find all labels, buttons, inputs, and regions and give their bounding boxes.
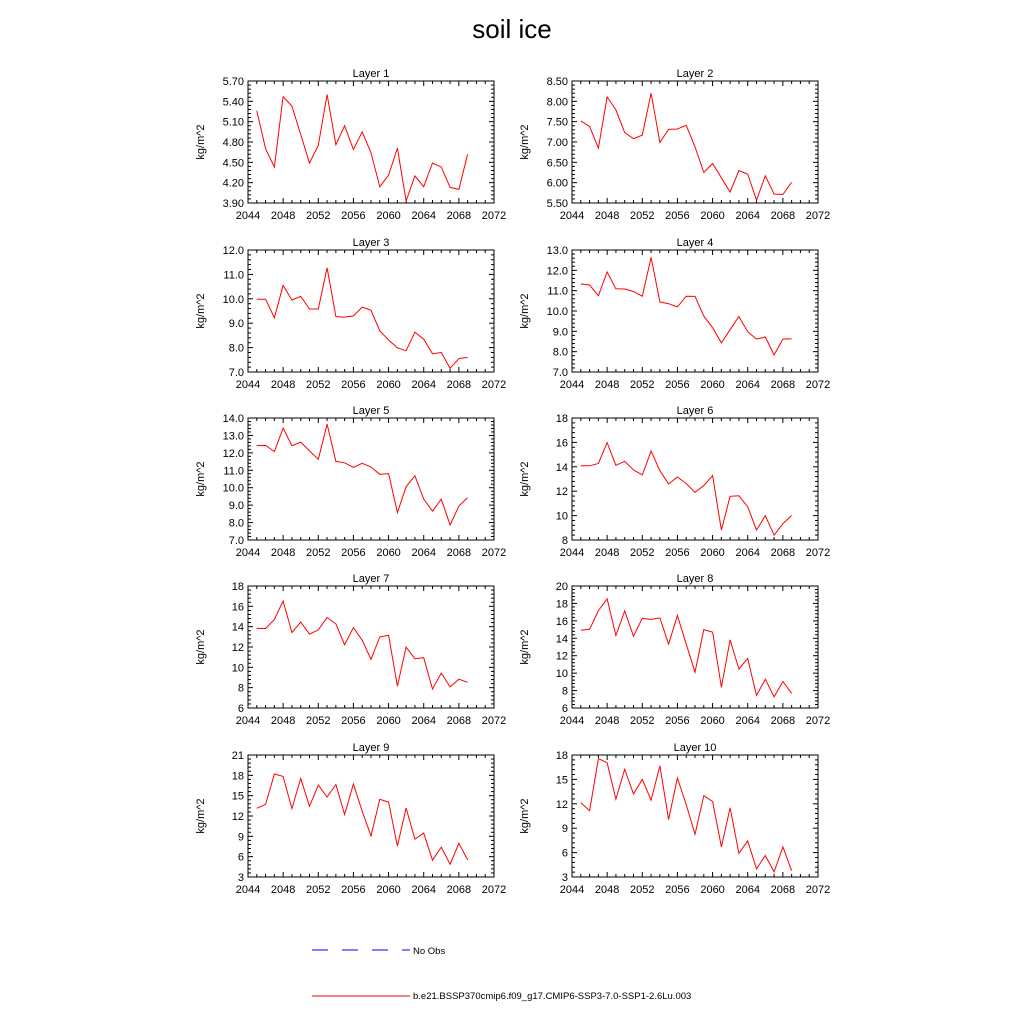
panel-2-title: Layer 2 bbox=[676, 68, 714, 80]
panel-2-xtick-label: 2056 bbox=[665, 210, 690, 222]
panel-3-ytick-label: 12.0 bbox=[222, 245, 244, 257]
panel-1-xtick-label: 2068 bbox=[446, 210, 472, 222]
panel-5-ylabel: kg/m^2 bbox=[195, 461, 207, 497]
panel-9-title: Layer 9 bbox=[352, 742, 390, 754]
panel-1-series-line bbox=[257, 95, 468, 201]
panel-6-ytick-label: 16 bbox=[555, 437, 568, 450]
panel-9-ytick-label: 3 bbox=[237, 872, 244, 884]
panel-4-xtick-label: 2060 bbox=[700, 379, 725, 391]
panel-10-xtick-label: 2068 bbox=[770, 884, 796, 896]
panel-9 bbox=[195, 742, 506, 896]
panel-3-xtick-label: 2068 bbox=[446, 379, 472, 391]
panel-4-ytick-label: 12.0 bbox=[546, 265, 568, 278]
figure-title: soil ice bbox=[472, 14, 552, 44]
panel-8-xtick-label: 2048 bbox=[594, 715, 620, 727]
panel-2 bbox=[519, 68, 830, 222]
panel-6-title: Layer 6 bbox=[676, 405, 714, 417]
panel-4-xtick-label: 2064 bbox=[735, 379, 760, 391]
panel-2-ytick-label: 5.50 bbox=[546, 198, 568, 210]
panel-7-xtick-label: 2064 bbox=[411, 715, 436, 727]
panel-9-xtick-label: 2060 bbox=[376, 884, 401, 896]
panel-10-ytick-label: 3 bbox=[561, 872, 568, 884]
panel-7-xtick-label: 2052 bbox=[306, 715, 331, 727]
panel-5-ytick-label: 12.0 bbox=[222, 447, 244, 460]
panel-10-xtick-label: 2052 bbox=[630, 884, 655, 896]
panel-8-xtick-label: 2064 bbox=[735, 715, 760, 727]
panel-10-xtick-label: 2072 bbox=[805, 884, 831, 896]
panel-3-xtick-label: 2064 bbox=[411, 379, 436, 391]
panel-4-xtick-label: 2068 bbox=[770, 379, 796, 391]
panel-5 bbox=[195, 405, 506, 559]
panel-2-xtick-label: 2072 bbox=[805, 210, 831, 222]
panel-2-ytick-label: 7.50 bbox=[546, 116, 568, 129]
panel-2-ytick-label: 7.00 bbox=[546, 137, 568, 149]
legend-obs-label: No Obs bbox=[413, 946, 446, 957]
panel-7 bbox=[195, 573, 506, 727]
panel-7-xtick-label: 2060 bbox=[376, 715, 401, 727]
panel-2-xtick-label: 2068 bbox=[770, 210, 796, 222]
panel-5-ytick-label: 13.0 bbox=[222, 430, 244, 443]
panel-4-xtick-label: 2048 bbox=[594, 379, 620, 391]
panel-4-xtick-label: 2052 bbox=[630, 379, 655, 391]
panel-1-ytick-label: 4.20 bbox=[222, 177, 244, 190]
panel-8-ytick-label: 20 bbox=[555, 581, 568, 593]
panel-7-xtick-label: 2072 bbox=[481, 715, 507, 727]
panel-4-ytick-label: 10.0 bbox=[546, 306, 568, 318]
panel-2-xtick-label: 2060 bbox=[700, 210, 725, 222]
panel-1-xtick-label: 2044 bbox=[235, 210, 261, 222]
panel-6-xtick-label: 2072 bbox=[805, 547, 831, 559]
panel-7-ylabel: kg/m^2 bbox=[195, 629, 207, 665]
panel-1-ytick-label: 3.90 bbox=[222, 198, 244, 210]
panel-3-xtick-label: 2048 bbox=[270, 379, 296, 391]
panel-3-xtick-label: 2044 bbox=[235, 379, 261, 391]
panel-10-ytick-label: 18 bbox=[555, 750, 568, 762]
panel-3-xtick-label: 2072 bbox=[481, 379, 507, 391]
panel-1-xtick-label: 2052 bbox=[306, 210, 331, 222]
panel-1-xtick-label: 2048 bbox=[270, 210, 296, 222]
panel-3-xtick-label: 2056 bbox=[341, 379, 366, 391]
panel-8-ytick-label: 18 bbox=[555, 598, 568, 611]
panel-7-ytick-label: 8 bbox=[237, 682, 244, 695]
panel-10 bbox=[519, 742, 830, 896]
panel-7-xtick-label: 2044 bbox=[235, 715, 261, 727]
panel-6-ytick-label: 12 bbox=[555, 486, 568, 499]
panel-5-xtick-label: 2044 bbox=[235, 547, 261, 559]
panel-1 bbox=[195, 68, 506, 222]
panel-9-series-line bbox=[257, 774, 468, 864]
panel-10-xtick-label: 2044 bbox=[559, 884, 585, 896]
panel-8-ytick-label: 16 bbox=[555, 615, 568, 628]
panel-8-ytick-label: 14 bbox=[555, 633, 568, 646]
panel-6-ylabel: kg/m^2 bbox=[519, 461, 531, 497]
legend bbox=[312, 946, 691, 1002]
panel-9-ytick-label: 15 bbox=[231, 790, 244, 803]
panel-7-ytick-label: 14 bbox=[231, 621, 244, 634]
panel-8-title: Layer 8 bbox=[676, 573, 714, 585]
panel-9-xtick-label: 2052 bbox=[306, 884, 331, 896]
panel-9-xtick-label: 2064 bbox=[411, 884, 436, 896]
panel-8-ytick-label: 6 bbox=[561, 703, 568, 715]
panel-5-ytick-label: 9.0 bbox=[228, 500, 244, 513]
panel-2-ytick-label: 8.50 bbox=[546, 76, 568, 88]
panel-4-ytick-label: 8.0 bbox=[552, 346, 568, 359]
panel-9-xtick-label: 2056 bbox=[341, 884, 366, 896]
panel-8-xtick-label: 2052 bbox=[630, 715, 655, 727]
panel-10-ytick-label: 15 bbox=[555, 774, 568, 787]
panel-7-series-line bbox=[257, 601, 468, 689]
panel-2-ylabel: kg/m^2 bbox=[519, 124, 531, 160]
panel-4-ytick-label: 9.0 bbox=[552, 326, 568, 339]
panel-6-ytick-label: 10 bbox=[555, 510, 568, 523]
panel-1-frame bbox=[248, 81, 494, 203]
panel-5-xtick-label: 2052 bbox=[306, 547, 331, 559]
panel-8-xtick-label: 2044 bbox=[559, 715, 585, 727]
panel-9-ytick-label: 6 bbox=[237, 851, 244, 864]
panel-5-frame bbox=[248, 418, 494, 540]
panel-group bbox=[195, 68, 830, 896]
panel-10-xtick-label: 2056 bbox=[665, 884, 690, 896]
panel-4-frame bbox=[572, 250, 818, 372]
panel-7-xtick-label: 2056 bbox=[341, 715, 366, 727]
panel-9-ylabel: kg/m^2 bbox=[195, 798, 207, 834]
panel-1-xtick-label: 2072 bbox=[481, 210, 507, 222]
panel-8-xtick-label: 2068 bbox=[770, 715, 796, 727]
panel-10-xtick-label: 2060 bbox=[700, 884, 725, 896]
panel-9-xtick-label: 2048 bbox=[270, 884, 296, 896]
panel-7-xtick-label: 2048 bbox=[270, 715, 296, 727]
panel-8-ytick-label: 8 bbox=[561, 685, 568, 698]
panel-5-xtick-label: 2072 bbox=[481, 547, 507, 559]
panel-7-ytick-label: 16 bbox=[231, 601, 244, 614]
panel-8-series-line bbox=[581, 599, 792, 697]
panel-7-frame bbox=[248, 586, 494, 708]
panel-4-series-line bbox=[581, 257, 792, 355]
panel-3-series-line bbox=[257, 268, 468, 369]
panel-2-ytick-label: 6.50 bbox=[546, 157, 568, 170]
panel-2-xtick-label: 2048 bbox=[594, 210, 620, 222]
panel-5-xtick-label: 2068 bbox=[446, 547, 472, 559]
panel-4-xtick-label: 2072 bbox=[805, 379, 831, 391]
panel-8-xtick-label: 2072 bbox=[805, 715, 831, 727]
panel-1-ytick-label: 5.40 bbox=[222, 96, 244, 109]
panel-6 bbox=[519, 405, 830, 559]
panel-10-frame bbox=[572, 755, 818, 877]
panel-10-xtick-label: 2048 bbox=[594, 884, 620, 896]
panel-1-ytick-label: 5.10 bbox=[222, 116, 244, 129]
panel-1-xtick-label: 2064 bbox=[411, 210, 436, 222]
panel-8-xtick-label: 2056 bbox=[665, 715, 690, 727]
panel-5-ytick-label: 11.0 bbox=[223, 465, 244, 478]
panel-7-ytick-label: 18 bbox=[231, 581, 244, 593]
panel-6-ytick-label: 8 bbox=[561, 535, 568, 547]
panel-6-xtick-label: 2056 bbox=[665, 547, 690, 559]
panel-7-title: Layer 7 bbox=[352, 573, 390, 585]
panel-5-ytick-label: 7.0 bbox=[228, 535, 244, 547]
panel-1-ytick-label: 4.50 bbox=[222, 157, 244, 170]
panel-3-ytick-label: 9.0 bbox=[228, 318, 244, 331]
panel-1-ytick-label: 5.70 bbox=[222, 76, 244, 88]
panel-8 bbox=[519, 573, 830, 727]
panel-4-ylabel: kg/m^2 bbox=[519, 293, 531, 329]
panel-3-ytick-label: 8.0 bbox=[228, 342, 244, 355]
panel-7-ytick-label: 12 bbox=[231, 642, 244, 654]
panel-9-xtick-label: 2044 bbox=[235, 884, 261, 896]
panel-3-xtick-label: 2060 bbox=[376, 379, 401, 391]
panel-8-xtick-label: 2060 bbox=[700, 715, 725, 727]
panel-6-xtick-label: 2052 bbox=[630, 547, 655, 559]
panel-1-title: Layer 1 bbox=[352, 68, 390, 80]
panel-3-title: Layer 3 bbox=[352, 237, 390, 249]
panel-5-xtick-label: 2048 bbox=[270, 547, 296, 559]
panel-5-title: Layer 5 bbox=[352, 405, 390, 417]
panel-8-ytick-label: 12 bbox=[555, 650, 568, 663]
panel-10-xtick-label: 2064 bbox=[735, 884, 760, 896]
panel-7-ytick-label: 6 bbox=[237, 703, 244, 715]
panel-10-ytick-label: 9 bbox=[561, 823, 568, 836]
panel-5-xtick-label: 2064 bbox=[411, 547, 436, 559]
panel-3-ytick-label: 7.0 bbox=[228, 367, 244, 379]
panel-1-xtick-label: 2060 bbox=[376, 210, 401, 222]
panel-2-series-line bbox=[581, 93, 792, 200]
panel-2-ytick-label: 8.00 bbox=[546, 96, 568, 109]
panel-2-xtick-label: 2064 bbox=[735, 210, 760, 222]
panel-3-ylabel: kg/m^2 bbox=[195, 293, 207, 329]
panel-10-series-line bbox=[581, 759, 792, 872]
panel-6-xtick-label: 2064 bbox=[735, 547, 760, 559]
panel-4-title: Layer 4 bbox=[676, 237, 714, 249]
panel-10-ytick-label: 12 bbox=[555, 798, 568, 811]
panel-10-ytick-label: 6 bbox=[561, 847, 568, 860]
panel-9-xtick-label: 2068 bbox=[446, 884, 472, 896]
panel-9-xtick-label: 2072 bbox=[481, 884, 507, 896]
panel-5-series-line bbox=[257, 424, 468, 525]
panel-10-ylabel: kg/m^2 bbox=[519, 798, 531, 834]
panel-9-ytick-label: 18 bbox=[231, 770, 244, 783]
panel-10-title: Layer 10 bbox=[673, 742, 717, 754]
panel-2-xtick-label: 2044 bbox=[559, 210, 585, 222]
panel-4-ytick-label: 7.0 bbox=[552, 367, 568, 379]
panel-1-xtick-label: 2056 bbox=[341, 210, 366, 222]
panel-3-xtick-label: 2052 bbox=[306, 379, 331, 391]
panel-4-ytick-label: 13.0 bbox=[546, 245, 568, 257]
panel-6-ytick-label: 18 bbox=[555, 413, 568, 425]
panel-5-ytick-label: 8.0 bbox=[228, 517, 244, 530]
panel-4-xtick-label: 2044 bbox=[559, 379, 585, 391]
panel-6-frame bbox=[572, 418, 818, 540]
panel-9-ytick-label: 9 bbox=[237, 831, 244, 844]
panel-5-ytick-label: 10.0 bbox=[222, 482, 244, 495]
panel-6-xtick-label: 2068 bbox=[770, 547, 796, 559]
panel-3-ytick-label: 11.0 bbox=[223, 269, 244, 282]
panel-6-xtick-label: 2060 bbox=[700, 547, 725, 559]
panel-4 bbox=[519, 237, 830, 391]
panel-6-series-line bbox=[581, 443, 792, 536]
panel-1-ylabel: kg/m^2 bbox=[195, 124, 207, 160]
panel-1-ytick-label: 4.80 bbox=[222, 137, 244, 149]
panel-2-xtick-label: 2052 bbox=[630, 210, 655, 222]
panel-4-xtick-label: 2056 bbox=[665, 379, 690, 391]
panel-4-ytick-label: 11.0 bbox=[547, 285, 568, 298]
panel-6-xtick-label: 2048 bbox=[594, 547, 620, 559]
panel-6-xtick-label: 2044 bbox=[559, 547, 585, 559]
legend-model-label: b.e21.BSSP370cmip6.f09_g17.CMIP6-SSP3-7.0-SSP1-2.6Lu.003 bbox=[413, 991, 692, 1002]
panel-5-xtick-label: 2056 bbox=[341, 547, 366, 559]
panel-9-frame bbox=[248, 755, 494, 877]
panel-9-ytick-label: 12 bbox=[231, 811, 244, 823]
panel-8-ytick-label: 10 bbox=[555, 668, 568, 681]
panel-2-ytick-label: 6.00 bbox=[546, 177, 568, 190]
panel-9-ytick-label: 21 bbox=[231, 750, 244, 762]
panel-8-ylabel: kg/m^2 bbox=[519, 629, 531, 665]
panel-7-xtick-label: 2068 bbox=[446, 715, 472, 727]
panel-7-ytick-label: 10 bbox=[231, 662, 244, 675]
panel-5-xtick-label: 2060 bbox=[376, 547, 401, 559]
panel-5-ytick-label: 14.0 bbox=[222, 413, 244, 425]
panel-3 bbox=[195, 237, 506, 391]
panel-3-ytick-label: 10.0 bbox=[222, 293, 244, 306]
panel-6-ytick-label: 14 bbox=[555, 461, 568, 474]
